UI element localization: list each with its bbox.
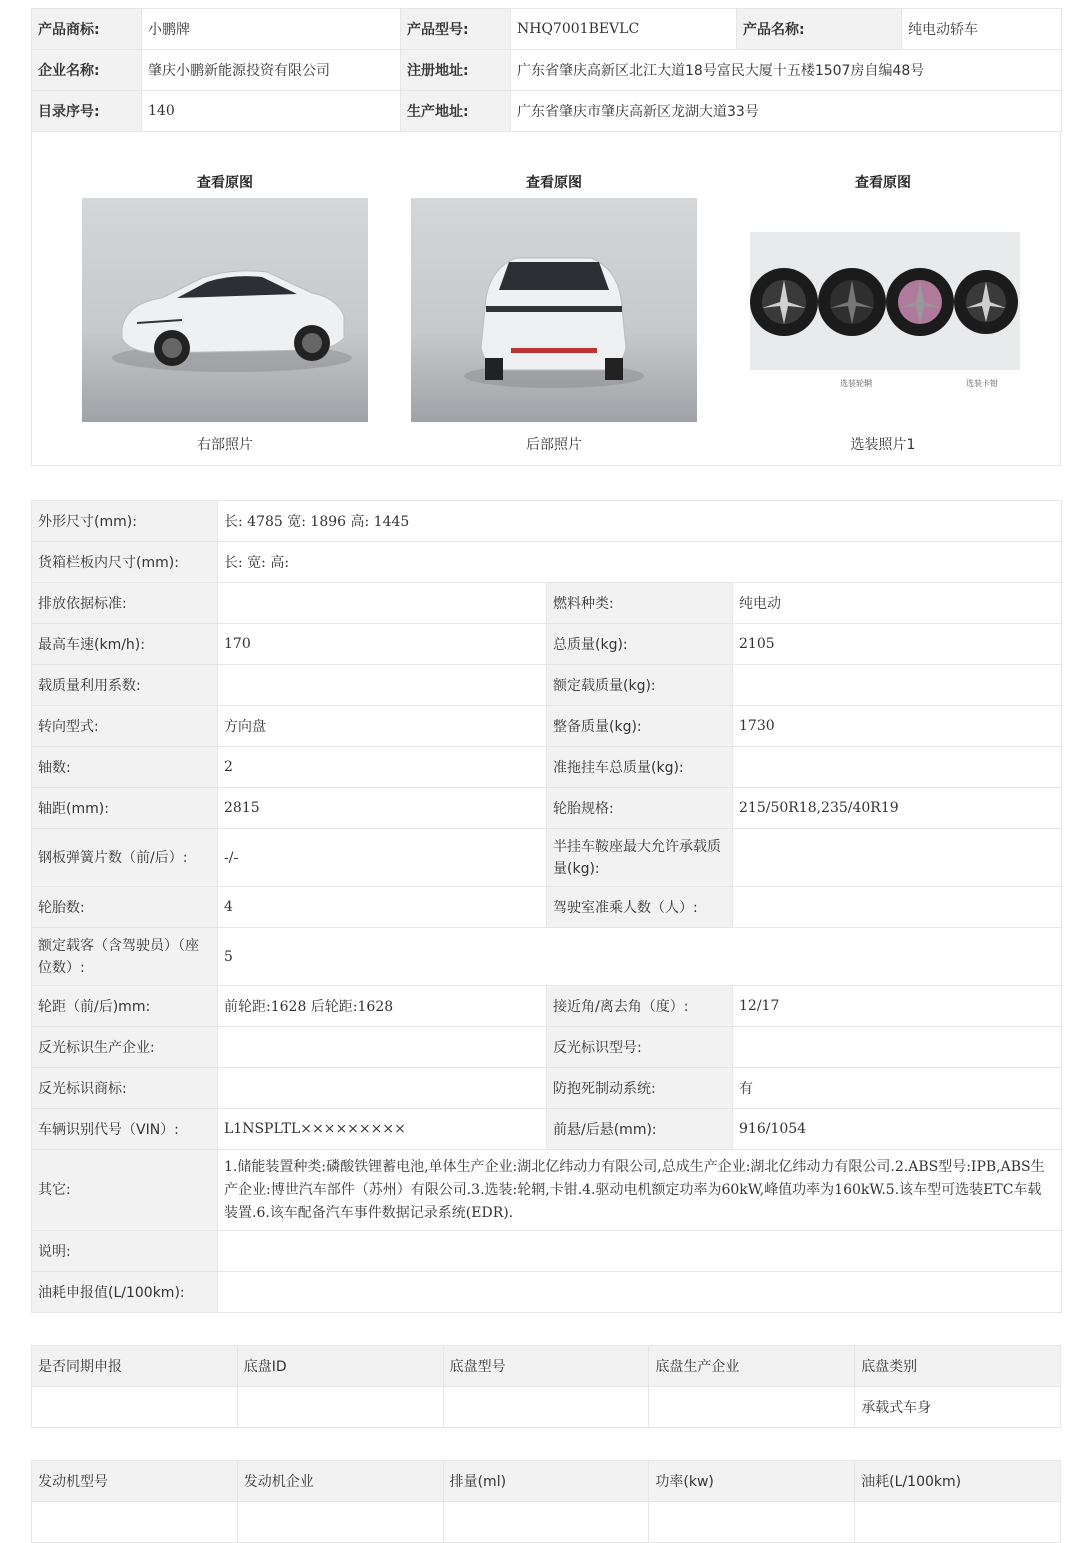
spec-label: 钢板弹簧片数（前/后）: — [32, 829, 218, 887]
view-original-link[interactable]: 查看原图 — [197, 175, 253, 191]
spec-label: 其它: — [32, 1150, 218, 1231]
view-original-link[interactable]: 查看原图 — [855, 175, 911, 191]
spec-label: 防抱死制动系统: — [547, 1068, 733, 1109]
spec-label: 反光标识商标: — [32, 1068, 218, 1109]
spec-label: 轮胎数: — [32, 887, 218, 928]
table-row — [32, 50, 1062, 91]
spec-label: 燃料种类: — [547, 583, 733, 624]
option-label-rim: 选装轮辋 — [840, 379, 872, 388]
spec-value: 2 — [218, 747, 547, 788]
view-original-link[interactable]: 查看原图 — [526, 175, 582, 191]
prod-addr-label: 生产地址: — [401, 91, 511, 132]
spec-value — [733, 829, 1062, 887]
column-header: 发动机型号 — [32, 1461, 238, 1502]
spec-label: 轴数: — [32, 747, 218, 788]
spec-value: 5 — [218, 928, 1062, 986]
spec-value: 1730 — [733, 706, 1062, 747]
prod-addr-value: 广东省肇庆市肇庆高新区龙湖大道33号 — [511, 91, 1062, 132]
table-row — [32, 624, 1062, 665]
spec-value — [218, 1027, 547, 1068]
table-cell — [237, 1387, 443, 1428]
spec-value: 方向盘 — [218, 706, 547, 747]
table-row — [32, 706, 1062, 747]
spec-label: 整备质量(kg): — [547, 706, 733, 747]
table-row — [32, 9, 1062, 50]
table-row — [32, 1502, 1061, 1543]
spec-label: 额定载质量(kg): — [547, 665, 733, 706]
spec-value: -/- — [218, 829, 547, 887]
spec-value — [218, 665, 547, 706]
table-row — [32, 583, 1062, 624]
column-header: 底盘型号 — [443, 1346, 649, 1387]
table-header-row — [32, 1461, 1061, 1502]
column-header: 排量(ml) — [443, 1461, 649, 1502]
table-row — [32, 1068, 1062, 1109]
column-header: 是否同期申报 — [32, 1346, 238, 1387]
spec-value: 有 — [733, 1068, 1062, 1109]
spec-value: 916/1054 — [733, 1109, 1062, 1150]
table-row — [32, 542, 1062, 583]
spec-value — [218, 1068, 547, 1109]
spec-label: 轮距（前/后)mm: — [32, 986, 218, 1027]
model-label: 产品型号: — [401, 9, 511, 50]
product-info-table — [31, 8, 1062, 132]
spec-value: 170 — [218, 624, 547, 665]
table-cell — [649, 1502, 855, 1543]
spec-label: 排放依据标准: — [32, 583, 218, 624]
table-row — [32, 1231, 1062, 1272]
spec-value — [218, 583, 547, 624]
spec-label: 反光标识生产企业: — [32, 1027, 218, 1068]
table-cell — [32, 1387, 238, 1428]
table-row — [32, 986, 1062, 1027]
spec-label: 接近角/离去角（度）: — [547, 986, 733, 1027]
table-cell: 承载式车身 — [855, 1387, 1061, 1428]
table-cell — [32, 1502, 238, 1543]
reg-addr-value: 广东省肇庆高新区北江大道18号富民大厦十五楼1507房自编48号 — [511, 50, 1062, 91]
table-row — [32, 1150, 1062, 1231]
column-header: 底盘类别 — [855, 1346, 1061, 1387]
table-header-row — [32, 1346, 1061, 1387]
company-value: 肇庆小鹏新能源投资有限公司 — [142, 50, 401, 91]
table-row — [32, 788, 1062, 829]
spec-label: 驾驶室准乘人数（人）: — [547, 887, 733, 928]
spec-value-other: 1.储能装置种类:磷酸铁锂蓄电池,单体生产企业:湖北亿纬动力有限公司,总成生产企业:湖北亿纬动力有限公司.2.ABS型号:IPB,ABS生产企业:博世汽车部件（苏州）有限公司.3.选装:轮辋,卡钳.4.驱动电机额定功率为60kW,峰值功率为160kW.5.该车型可选装ETC车载装置.6.该车配备汽车事件数据记录系统(EDR). — [218, 1150, 1062, 1231]
photo-caption: 选装照片1 — [850, 437, 916, 453]
engine-table — [31, 1460, 1061, 1543]
table-row — [32, 665, 1062, 706]
spec-label: 最高车速(km/h): — [32, 624, 218, 665]
name-label: 产品名称: — [737, 9, 902, 50]
spec-value — [218, 1272, 1062, 1313]
photo-gallery — [31, 132, 1061, 466]
spec-label: 总质量(kg): — [547, 624, 733, 665]
spec-value: 前轮距:1628 后轮距:1628 — [218, 986, 547, 1027]
spec-label: 货箱栏板内尺寸(mm): — [32, 542, 218, 583]
table-cell — [649, 1387, 855, 1428]
spec-value: 4 — [218, 887, 547, 928]
car-rear-image[interactable] — [411, 198, 697, 422]
spec-value: 纯电动 — [733, 583, 1062, 624]
table-row — [32, 1387, 1061, 1428]
spec-value — [733, 747, 1062, 788]
spec-label: 说明: — [32, 1231, 218, 1272]
spec-value: 长: 宽: 高: — [218, 542, 1062, 583]
wheel-options-image[interactable] — [740, 198, 1026, 422]
spec-value: 2105 — [733, 624, 1062, 665]
column-header: 底盘生产企业 — [649, 1346, 855, 1387]
chassis-table — [31, 1345, 1061, 1428]
spec-label: 轴距(mm): — [32, 788, 218, 829]
spec-value: 长: 4785 宽: 1896 高: 1445 — [218, 501, 1062, 542]
table-cell — [855, 1502, 1061, 1543]
brand-label: 产品商标: — [32, 9, 142, 50]
reg-addr-label: 注册地址: — [401, 50, 511, 91]
table-cell — [443, 1502, 649, 1543]
table-cell — [237, 1502, 443, 1543]
photo-caption: 后部照片 — [526, 437, 582, 453]
brand-value: 小鹏牌 — [142, 9, 401, 50]
table-row — [32, 501, 1062, 542]
spec-value — [733, 1027, 1062, 1068]
table-row — [32, 887, 1062, 928]
spec-value — [733, 887, 1062, 928]
spec-label: 车辆识别代号（VIN）: — [32, 1109, 218, 1150]
spec-value: 2815 — [218, 788, 547, 829]
spec-label: 油耗申报值(L/100km): — [32, 1272, 218, 1313]
table-row — [32, 91, 1062, 132]
column-header: 底盘ID — [237, 1346, 443, 1387]
spec-table — [31, 500, 1062, 1313]
table-row — [32, 928, 1062, 986]
spec-value: L1NSPLTL××××××××× — [218, 1109, 547, 1150]
column-header: 发动机企业 — [237, 1461, 443, 1502]
column-header: 功率(kw) — [649, 1461, 855, 1502]
spec-value: 215/50R18,235/40R19 — [733, 788, 1062, 829]
table-cell — [443, 1387, 649, 1428]
option-label-caliper: 选装卡钳 — [966, 379, 998, 388]
table-row — [32, 1027, 1062, 1068]
spec-value — [733, 665, 1062, 706]
spec-label: 准拖挂车总质量(kg): — [547, 747, 733, 788]
photo-caption: 右部照片 — [197, 437, 253, 453]
table-row — [32, 1272, 1062, 1313]
spec-label: 额定载客（含驾驶员）（座位数）: — [32, 928, 218, 986]
spec-label: 前悬/后悬(mm): — [547, 1109, 733, 1150]
table-row — [32, 829, 1062, 887]
catalog-label: 目录序号: — [32, 91, 142, 132]
name-value: 纯电动轿车 — [902, 9, 1062, 50]
catalog-value: 140 — [142, 91, 401, 132]
company-label: 企业名称: — [32, 50, 142, 91]
spec-label: 反光标识型号: — [547, 1027, 733, 1068]
column-header: 油耗(L/100km) — [855, 1461, 1061, 1502]
spec-label: 载质量利用系数: — [32, 665, 218, 706]
table-row — [32, 1109, 1062, 1150]
spec-label: 外形尺寸(mm): — [32, 501, 218, 542]
spec-label: 半挂车鞍座最大允许承载质量(kg): — [547, 829, 733, 887]
spec-value — [218, 1231, 1062, 1272]
car-right-side-image[interactable] — [82, 198, 368, 422]
spec-value: 12/17 — [733, 986, 1062, 1027]
spec-label: 转向型式: — [32, 706, 218, 747]
model-value: NHQ7001BEVLC — [511, 9, 737, 50]
table-row — [32, 747, 1062, 788]
spec-label: 轮胎规格: — [547, 788, 733, 829]
